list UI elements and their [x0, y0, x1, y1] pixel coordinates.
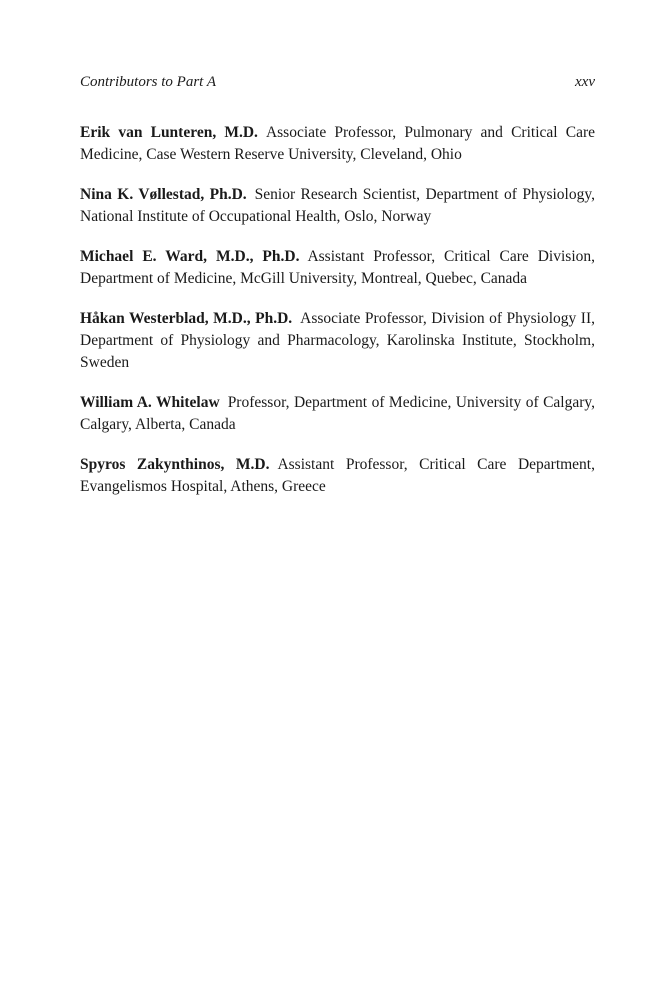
contributor-affiliation: Associate Professor, Division of Physiology II, Department of Physiology and Pharmacology, Karolinska Institute, Stockholm, Sweden	[80, 310, 595, 371]
contributor-affiliation: Professor, Department of Medicine, University of Calgary, Calgary, Alberta, Canada	[80, 394, 595, 433]
contributor-entry	[80, 308, 595, 374]
contributor-entry	[80, 392, 595, 436]
contributor-affiliation: Senior Research Scientist, Department of Physiology, National Institute of Occupational Health, Oslo, Norway	[80, 186, 595, 225]
contributor-entry	[80, 454, 595, 498]
contributor-name: Michael E. Ward, M.D., Ph.D.	[80, 248, 300, 265]
running-head	[80, 74, 595, 96]
contributor-entry	[80, 122, 595, 166]
contributor-affiliation: Associate Professor, Pulmonary and Critical Care Medicine, Case Western Reserve University, Cleveland, Ohio	[80, 124, 595, 163]
running-head-title: Contributors to Part A	[80, 74, 216, 90]
contributor-name: Nina K. Vøllestad, Ph.D.	[80, 186, 247, 203]
page-number: xxv	[575, 74, 595, 90]
contributor-name: Spyros Zakynthinos, M.D.	[80, 456, 270, 473]
contributor-list	[80, 122, 595, 516]
contributor-affiliation: Assistant Professor, Critical Care Division, Department of Medicine, McGill University, Montreal, Quebec, Canada	[80, 248, 595, 287]
contributor-name: William A. Whitelaw	[80, 394, 220, 411]
contributor-entry	[80, 246, 595, 290]
contributor-entry	[80, 184, 595, 228]
contributor-name: Erik van Lunteren, M.D.	[80, 124, 258, 141]
contributor-name: Håkan Westerblad, M.D., Ph.D.	[80, 310, 293, 327]
contributor-affiliation: Assistant Professor, Critical Care Department, Evangelismos Hospital, Athens, Greece	[80, 456, 595, 495]
